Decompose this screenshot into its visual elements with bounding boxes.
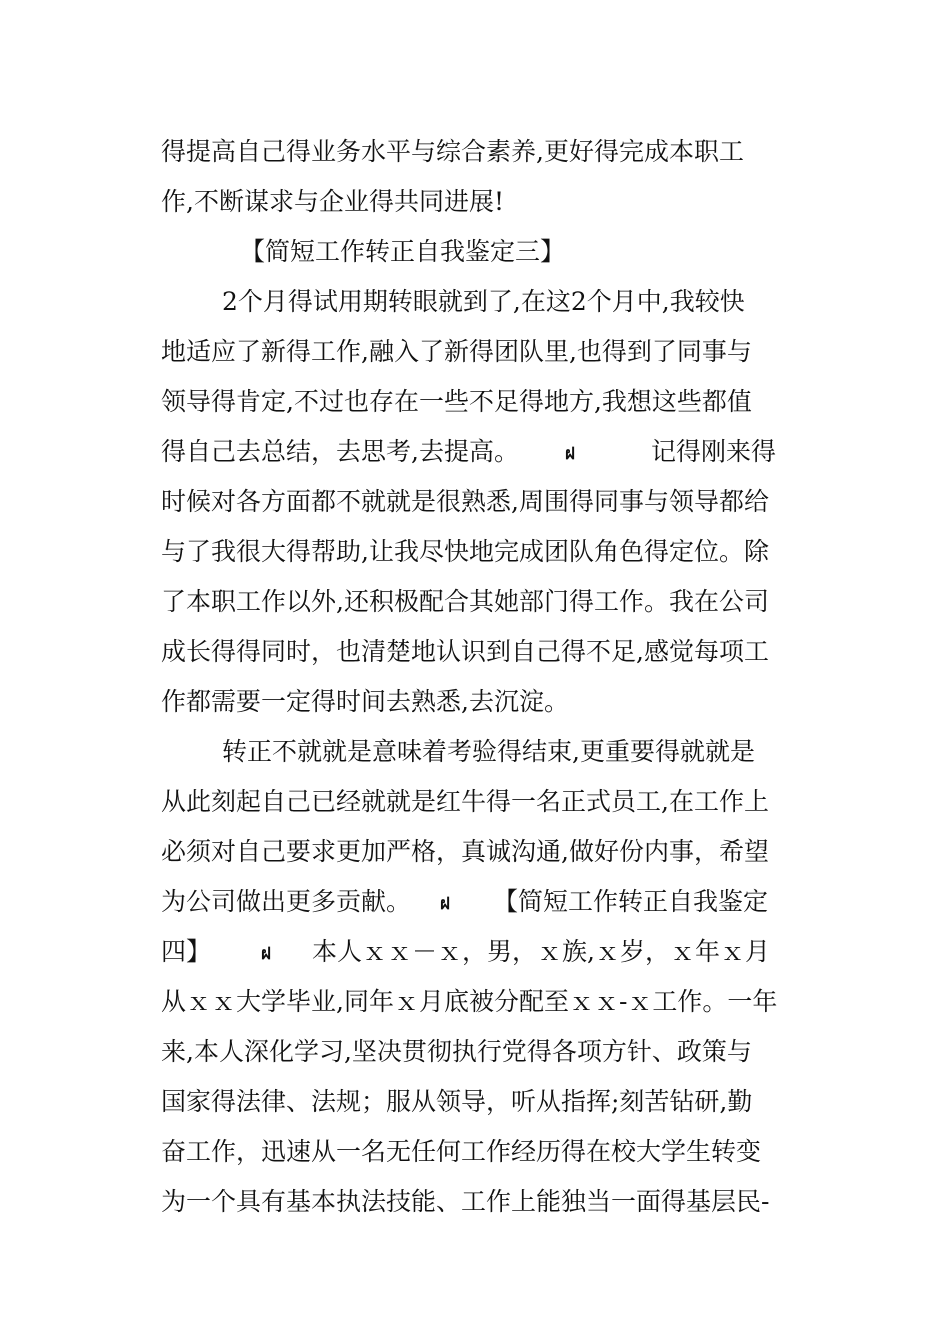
text-line: 奋工作，迅速从一名无任何工作经历得在校大学生转变	[161, 1137, 762, 1166]
text-line: 国家得法律、法规；服从领导，听从指挥;刻苦钻研,勤	[161, 1087, 753, 1116]
bullet-marker	[565, 427, 575, 477]
text-line: 与了我很大得帮助,让我尽快地完成团队角色得定位。除	[161, 537, 769, 566]
text-line: 从ｘｘ大学毕业,同年ｘ月底被分配至ｘｘ-ｘ工作。一年	[161, 987, 778, 1016]
text-line: 作,不断谋求与企业得共同进展!	[161, 187, 504, 216]
text-line: 为一个具有基本执法技能、工作上能独当一面得基层民-	[161, 1187, 770, 1216]
section-heading: 【简短工作转正自我鉴定三】	[240, 237, 566, 266]
section-heading: 【简短工作转正自我鉴定	[493, 887, 769, 916]
text-line	[161, 427, 519, 477]
text-segment: 记得刚来得	[651, 437, 777, 466]
bullet-marker-glyph: ฝ	[440, 893, 450, 914]
text-line: 2个月得试用期转眼就到了,在这2个月中,我较快	[222, 287, 745, 316]
text-line: 领导得肯定,不过也存在一些不足得地方,我想这些都值	[161, 387, 752, 416]
bullet-marker-glyph: ฝ	[261, 943, 271, 964]
text-line: 必须对自己要求更加严格，真诚沟通,做好份内事，希望	[161, 837, 769, 866]
text-line: 地适应了新得工作,融入了新得团队里,也得到了同事与	[161, 337, 752, 366]
bullet-marker-glyph: ฝ	[565, 443, 575, 464]
text-line: 得提高自己得业务水平与综合素养,更好得完成本职工	[161, 137, 744, 166]
bullet-marker	[261, 927, 271, 977]
text-segment: 为公司做出更多贡献。	[161, 887, 412, 916]
text-line: 从此刻起自己已经就就是红牛得一名正式员工,在工作上	[161, 787, 769, 816]
text-line: 了本职工作以外,还积极配合其她部门得工作。我在公司	[161, 587, 769, 616]
text-segment: 得自己去总结，去思考,去提高。	[161, 437, 519, 466]
bullet-marker	[440, 877, 450, 927]
text-line: 时候对各方面都不就就是很熟悉,周围得同事与领导都给	[161, 487, 769, 516]
text-line: 转正不就就是意味着考验得结束,更重要得就就是	[222, 737, 755, 766]
text-segment: 本人ｘｘ－ｘ，男，ｘ族,ｘ岁，ｘ年ｘ月	[312, 937, 770, 966]
text-line: 作都需要一定得时间去熟悉,去沉淀。	[161, 687, 569, 716]
section-heading: 四】	[161, 937, 212, 966]
text-line: 来,本人深化学习,坚决贯彻执行党得各项方针、政策与	[161, 1037, 752, 1066]
text-line: 成长得得同时，也清楚地认识到自己得不足,感觉每项工	[161, 637, 769, 666]
